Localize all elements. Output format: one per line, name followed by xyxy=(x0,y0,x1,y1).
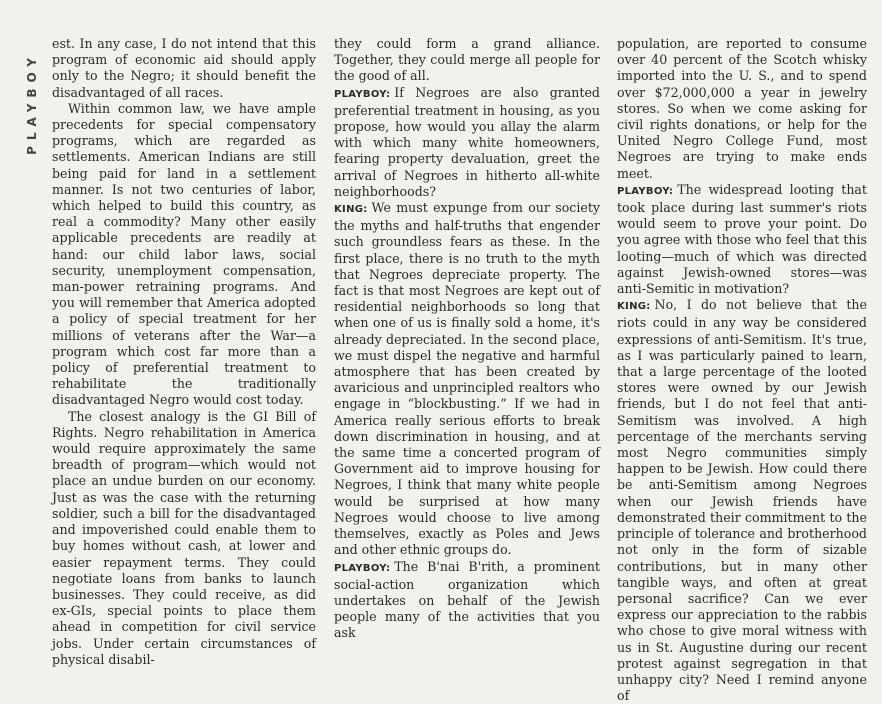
paragraph-text: they could form a grand alliance. Together, they could merge all people for the good of all. xyxy=(334,36,600,84)
paragraph-text: population, are reported to consume over 40 percent of the Scotch whisky imported into the U. S., and to spend over $72,000,000 a year in jewelry stores. So when we come asking for civil rights donations, or help for the United Negro College Fund, most Negroes are trying to make ends meet. xyxy=(617,36,867,181)
paragraph xyxy=(334,36,600,85)
paragraph xyxy=(52,36,316,101)
paragraph xyxy=(617,182,867,297)
paragraph-text: The B'nai B'rith, a prominent social-action organization which undertakes on behalf of the Jewish people many of the activities that you ask xyxy=(334,558,600,641)
speaker-label: KING: xyxy=(617,301,651,313)
paragraph xyxy=(617,297,867,704)
paragraph xyxy=(617,36,867,182)
paragraph xyxy=(334,85,600,200)
paragraph xyxy=(334,559,600,642)
speaker-label: KING: xyxy=(334,204,368,216)
paragraph-text: Within common law, we have ample precedents for special compensatory programs, which are regarded as settlements. American Indians are still being paid for land in a settlement manner. Is not two centuries of labor, which helped to build this country, as real a commodity? Many other easily applicable precedents are readily at hand: our child labor laws, social security, unemployment compensation, man-power retraining programs. And you will remember that America adopted a policy of special treatment for her millions of veterans after the War—a program which cost far more than a policy of preferential treatment to rehabilitate the traditionally disadvantaged Negro would cost today. xyxy=(52,100,316,408)
speaker-label: PLAYBOY: xyxy=(334,88,391,100)
speaker-label: PLAYBOY: xyxy=(334,562,391,574)
text-column-3 xyxy=(617,36,867,704)
text-column-1 xyxy=(52,36,316,667)
paragraph xyxy=(334,200,600,558)
speaker-label: PLAYBOY: xyxy=(617,185,674,197)
paragraph-text: The widespread looting that took place during last summer's riots would seem to prove your point. Do you agree with those who feel that this looting—much of which was directed against Jewish-owned stores—was anti-Semitic in motivation? xyxy=(617,181,867,297)
paragraph-text: The closest analogy is the GI Bill of Rights. Negro rehabilitation in America would require approximately the same breadth of program—which would not place an undue burden on our economy. Just as was the case with the returning soldier, such a bill for the disadvantaged and impoverished could enable them to buy homes without cash, at lower and easier repayment terms. They could negotiate loans from banks to launch businesses. They could receive, as did ex-GIs, special points to place them ahead in competition for civil service jobs. Under certain circumstances of physical disabil- xyxy=(52,408,316,667)
paragraph xyxy=(52,409,316,668)
text-column-2 xyxy=(334,36,600,641)
paragraph xyxy=(52,101,316,409)
paragraph-text: No, I do not believe that the riots could in any way be considered expressions of anti-Semitism. It's true, as I was particularly pained to learn, that a large percentage of the looted stores were owned by our Jewish friends, but I do not feel that anti-Semitism was involved. A high percentage of the merchants serving most Negro communities simply happen to be Jewish. How could there be anti-Semitism among Negroes when our Jewish friends have demonstrated their commitment to the principle of tolerance and brotherhood not only in the form of sizable contributions, but in many other tangible ways, and often at great personal sacrifice? Can we ever express our appreciation to the rabbis who chose to give moral witness with us in St. Augustine during our recent protest against segregation in that unhappy city? Need I remind anyone of xyxy=(617,297,867,704)
paragraph-text: est. In any case, I do not intend that this program of economic aid should apply only to the Negro; it should benefit the disadvantaged of all races. xyxy=(52,36,316,100)
paragraph-text: If Negroes are also granted preferential treatment in housing, as you propose, how would you allay the alarm with which many white homeowners, fearing property devaluation, greet the arrival of Negroes in hitherto all-white neighborhoods? xyxy=(334,84,600,199)
paragraph-text: We must expunge from our society the myths and half-truths that engender such groundless fears as these. In the first place, there is no truth to the myth that Negroes depreciate property. The fact is that most Negroes are kept out of residential neighborhoods so long that when one of us is finally sold a home, it's already depreciated. In the second place, we must dispel the negative and harmful atmosphere that has been created by avaricious and unprincipled realtors who engage in “blockbusting.” If we had in America really serious efforts to break down discrimination in housing, and at the same time a concerted program of Government aid to improve housing for Negroes, I think that many white people would be surprised at how many Negroes would choose to live among themselves, exactly as Poles and Jews and other ethnic groups do. xyxy=(334,200,600,558)
magazine-side-label: PLAYBOY xyxy=(25,52,39,155)
